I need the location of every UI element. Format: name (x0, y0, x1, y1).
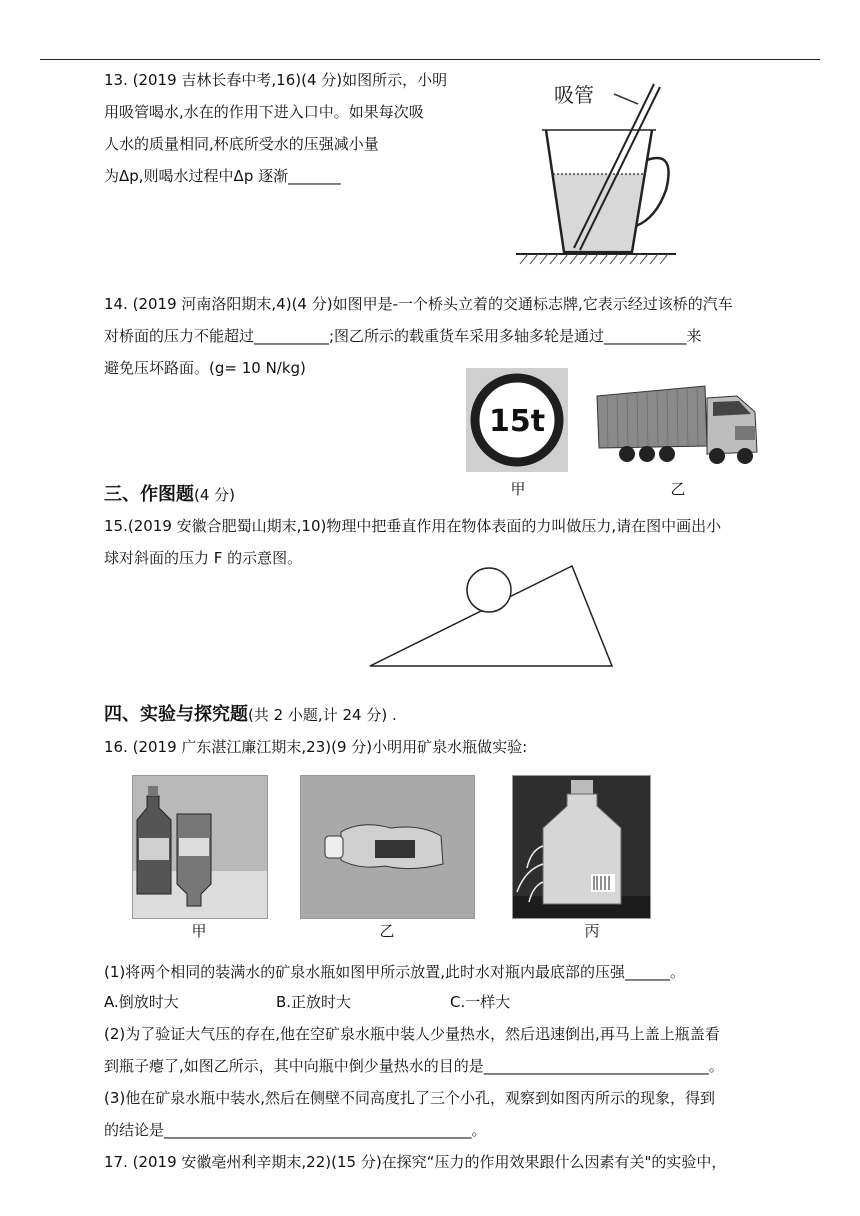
q16-part-3-line-2: 的结论是_________________________________________。 (104, 1121, 487, 1139)
section-4-note: (共 2 小题,计 24 分) . (248, 706, 397, 724)
section-4-title: 四、实验与探究题 (104, 704, 248, 725)
ball (467, 568, 511, 612)
q14-line-2: 对桥面的压力不能超过__________;图乙所示的载重货车采用多轴多轮是通过___________来 (104, 327, 702, 345)
q15-line-1: 15.(2019 安徽合肥蜀山期末,10)物理中把垂直作用在物体表面的力叫做压力,请在图中画出小 (104, 517, 722, 535)
straw-label: 吸管 (554, 83, 594, 107)
q16-intro: 16. (2019 广东湛江廉江期末,23)(9 分)小明用矿泉水瓶做实验: (104, 738, 528, 756)
q13-line-1: 13. (2019 吉林长春中考,16)(4 分)如图所示，小明 (104, 71, 448, 89)
weight-limit-sign-icon (466, 368, 568, 472)
q14-line-3: 避免压坏路面。(g= 10 N/kg) (104, 359, 306, 377)
crushed-bottle-icon (301, 776, 474, 918)
q16-part-2-line-1: (2)为了验证大气压的存在,他在空矿泉水瓶中装人少量热水，然后迅速倒出,再马上盖上瓶盖看 (104, 1025, 720, 1043)
photo-bottle-bing (512, 775, 651, 919)
q13-line-4: 为Δp,则喝水过程中Δp 逐渐_______ (104, 167, 341, 185)
q15-line-2: 球对斜面的压力 F 的示意图。 (104, 549, 303, 567)
q16-option-c: C.一样大 (450, 993, 511, 1011)
photo-bottle-yi (300, 775, 475, 919)
two-bottles-icon (133, 776, 267, 918)
section-4-heading (104, 703, 397, 727)
q16-part-3-line-1: (3)他在矿泉水瓶中装水,然后在侧壁不同高度扎了三个小孔，观察到如图丙所示的现象，得到 (104, 1089, 716, 1107)
q16-part-1: (1)将两个相同的装满水的矿泉水瓶如图甲所示放置,此时水对瓶内最底部的压强______。 (104, 963, 686, 981)
q16-option-b: B.正放时大 (276, 993, 352, 1011)
cup-straw-figure (506, 78, 686, 270)
truck-photo (587, 368, 770, 472)
q16-option-a: A.倒放时大 (104, 993, 179, 1011)
q16-caption-bing: 丙 (584, 922, 600, 940)
q13-line-3: 人水的质量相同,杯底所受水的压强减小量 (104, 135, 379, 153)
section-3-note: (4 分) (194, 486, 236, 504)
q16-part-2-line-2: 到瓶子瘪了,如图乙所示，其中向瓶中倒少量热水的目的是______________________________。 (104, 1057, 724, 1075)
q16-caption-jia: 甲 (191, 922, 207, 940)
q14-caption-jia: 甲 (510, 480, 526, 498)
section-3-heading (104, 483, 235, 507)
section-3-title: 三、作图题 (104, 484, 194, 505)
header-rule (40, 59, 820, 60)
truck-icon (587, 368, 770, 472)
q13-line-2: 用吸管喝水,水在的作用下进入口中。如果每次吸 (104, 103, 424, 121)
traffic-sign-photo (466, 368, 568, 472)
q17-line-1: 17. (2019 安徽亳州利辛期末,22)(15 分)在探究“压力的作用效果跟什么因素有关"的实验中， (104, 1153, 727, 1171)
incline-ball-figure (364, 560, 620, 672)
bottle-holes-icon (513, 776, 650, 918)
sign-text: 15t (488, 404, 546, 439)
q14-line-1: 14. (2019 河南洛阳期末,4)(4 分)如图甲是-一个桥头立着的交通标志牌,它表示经过该桥的汽车 (104, 295, 733, 313)
photo-bottles-jia (132, 775, 268, 919)
q16-caption-yi: 乙 (379, 922, 395, 940)
q14-caption-yi: 乙 (670, 480, 686, 498)
